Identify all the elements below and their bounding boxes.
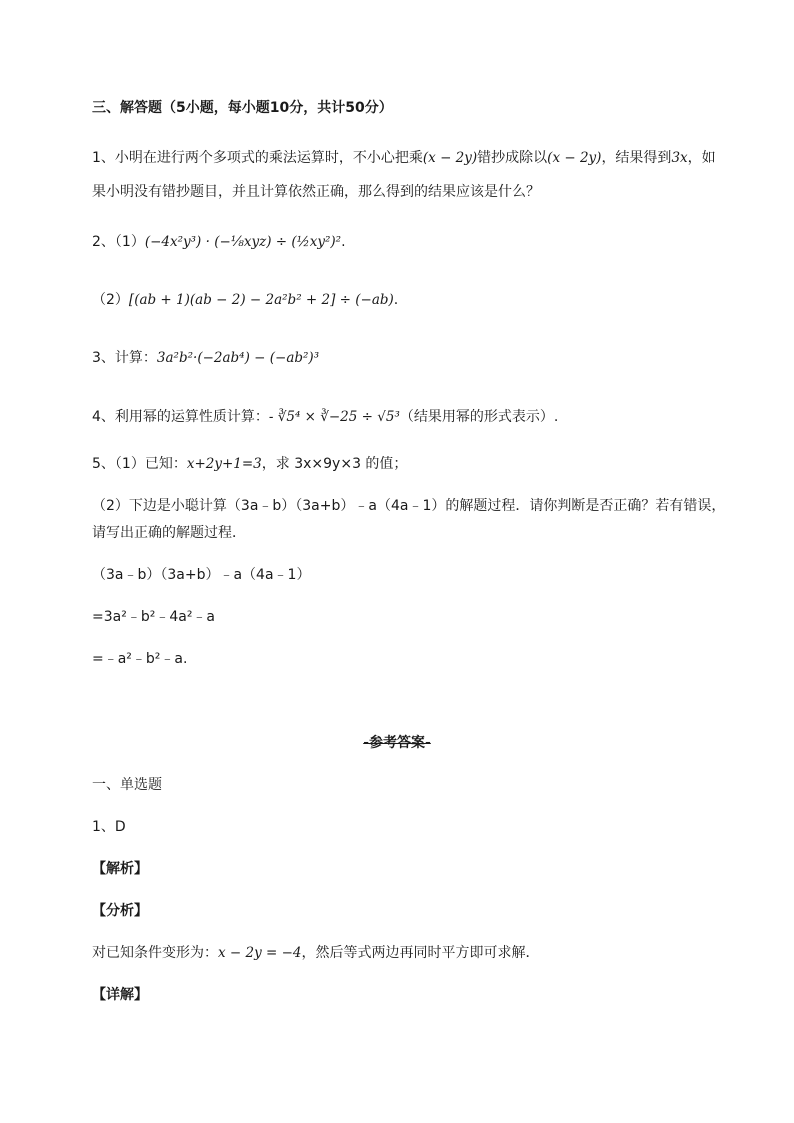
q1-text-c: ，结果得到 [601, 150, 672, 166]
q1-expr-2: (x − 2y) [547, 150, 602, 166]
section-heading: 三、解答题（5小题，每小题10分，共计50分） [92, 100, 393, 116]
question-4 [92, 407, 558, 427]
q2-label-2: （2） [92, 292, 129, 308]
q5-text-a: 5、（1）已知： [92, 456, 187, 472]
fenxi-label: 【分析】 [92, 903, 148, 919]
q5-step-3: =﹣a²﹣b²﹣a. [92, 651, 188, 667]
analysis-text-b: ，然后等式两边再同时平方即可求解． [301, 945, 540, 961]
q4-label: 4、利用幂的运算性质计算： [92, 409, 269, 425]
q1-expr-1: (x − 2y) [422, 150, 478, 166]
xiangjie-label: 【详解】 [92, 987, 148, 1003]
question-2-part-2 [92, 290, 398, 310]
q1-expr-3: 3x [671, 150, 688, 166]
q4-note: （结果用幂的形式表示）. [399, 409, 559, 425]
q1-text-b: 错抄成除以 [477, 150, 548, 166]
q2-expr-1: (−4x²y³) · (−⅛xyz) ÷ (½xy²)² [144, 234, 342, 250]
question-5-line-2: （2）下边是小聪计算（3a﹣b）（3a+b）﹣a（4a﹣1）的解题过程．请你判断是否正确？若有错误， [92, 498, 726, 514]
question-1-line-2: 果小明没有错抄题目，并且计算依然正确，那么得到的结果应该是什么？ [92, 184, 540, 200]
q2-end-1: . [341, 234, 346, 250]
question-5-line-1 [92, 454, 407, 474]
answers-part-1: 一、单选题 [92, 777, 162, 793]
q1-text-d: ，如 [687, 150, 716, 166]
q2-expr-2: [(ab + 1)(ab − 2) − 2a²b² + 2] ÷ (−ab) [128, 292, 394, 308]
q5-expr: x+2y+1=3 [186, 456, 262, 472]
analysis-expr: x − 2y = −4 [218, 945, 302, 961]
q3-expr: 3a²b²·(−2ab⁴) − (−ab²)³ [156, 350, 320, 366]
q5-step-2: =3a²﹣b²﹣4a²﹣a [92, 609, 216, 625]
analysis-text [92, 943, 540, 963]
q5-step-1: （3a﹣b）（3a+b）﹣a（4a﹣1） [92, 567, 311, 583]
q2-label-1: 2、（1） [92, 234, 145, 250]
answers-item-1: 1、D [92, 819, 126, 835]
q5-text-b: ，求 3x×9y×3 的值； [261, 456, 408, 472]
jiexi-label: 【解析】 [92, 861, 148, 877]
analysis-text-a: 对已知条件变形为： [92, 945, 218, 961]
question-1-line-1 [92, 148, 716, 168]
q3-label: 3、计算： [92, 350, 157, 366]
question-5-line-3: 请写出正确的解题过程． [92, 525, 246, 541]
question-3 [92, 348, 319, 368]
q2-end-2: . [393, 292, 399, 308]
q1-text-a: 1、小明在进行两个多项式的乘法运算时，不小心把乘 [92, 150, 423, 166]
question-2-part-1 [92, 232, 346, 252]
q4-expr: - ∛5⁴ × ∛−25 ÷ √5³ [268, 409, 400, 425]
answers-heading: -参考答案- [363, 735, 431, 751]
